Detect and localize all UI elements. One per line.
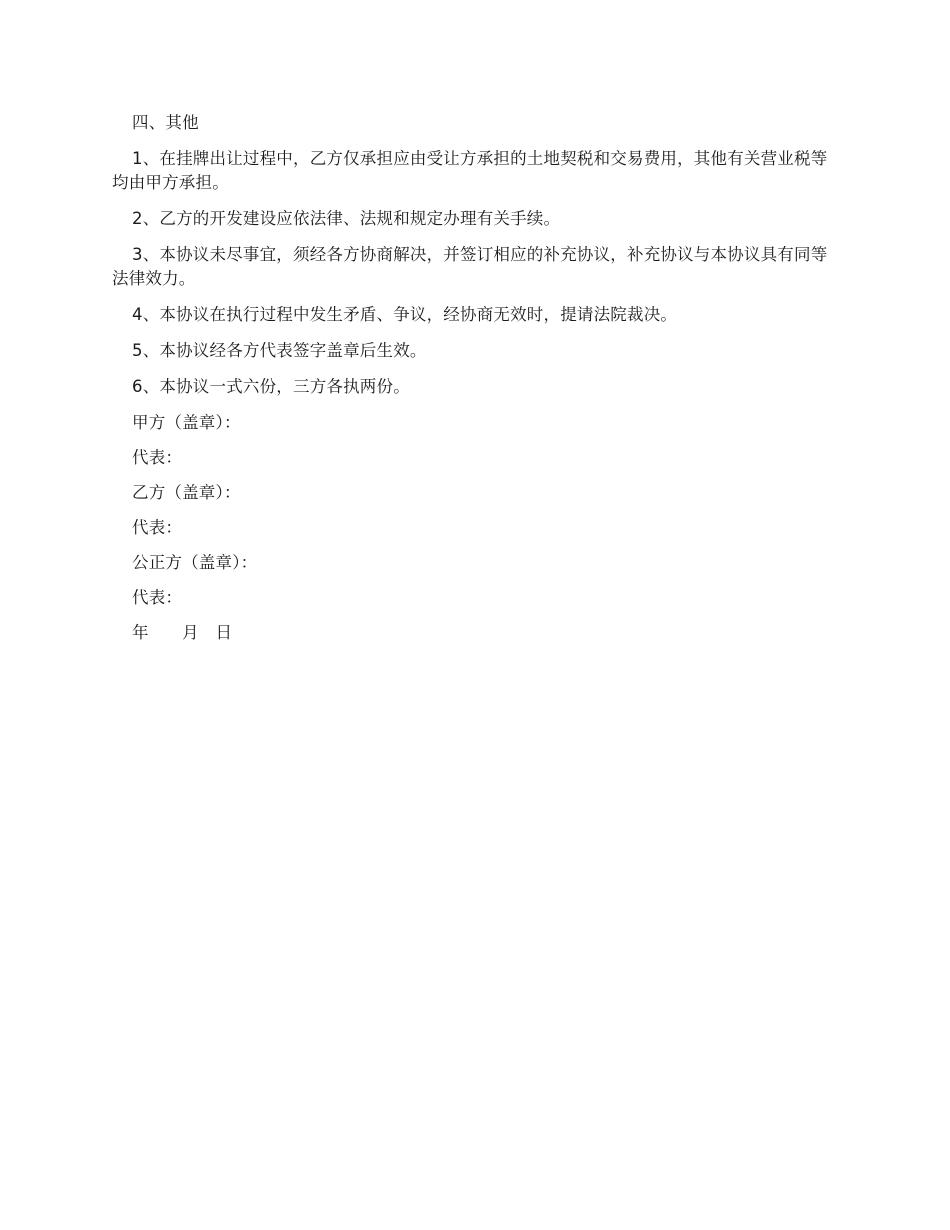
party-b-seal-line: 乙方（盖章）：	[132, 483, 241, 502]
clause-4: 4、本协议在执行过程中发生矛盾、争议，经协商无效时，提请法院裁决。	[132, 305, 678, 324]
section-heading: 四、其他	[132, 113, 199, 132]
clause-3: 3、本协议未尽事宜，须经各方协商解决，并签订相应的补充协议，补充协议与本协议具有同等法律效力。	[112, 245, 828, 288]
party-a-representative-line: 代表：	[132, 448, 183, 467]
notary-seal-line: 公正方（盖章）：	[132, 553, 258, 572]
clause-1: 1、在挂牌出让过程中，乙方仅承担应由受让方承担的土地契税和交易费用，其他有关营业税等均由甲方承担。	[112, 149, 828, 192]
date-line: 年 月 日	[132, 623, 233, 642]
party-b-representative-line: 代表：	[132, 518, 183, 537]
clause-5: 5、本协议经各方代表签字盖章后生效。	[132, 341, 427, 360]
notary-representative-line: 代表：	[132, 588, 183, 607]
clause-6: 6、本协议一式六份，三方各执两份。	[132, 377, 410, 396]
party-a-seal-line: 甲方（盖章）：	[132, 413, 241, 432]
clause-2: 2、乙方的开发建设应依法律、法规和规定办理有关手续。	[132, 209, 561, 228]
document-body	[112, 111, 834, 656]
